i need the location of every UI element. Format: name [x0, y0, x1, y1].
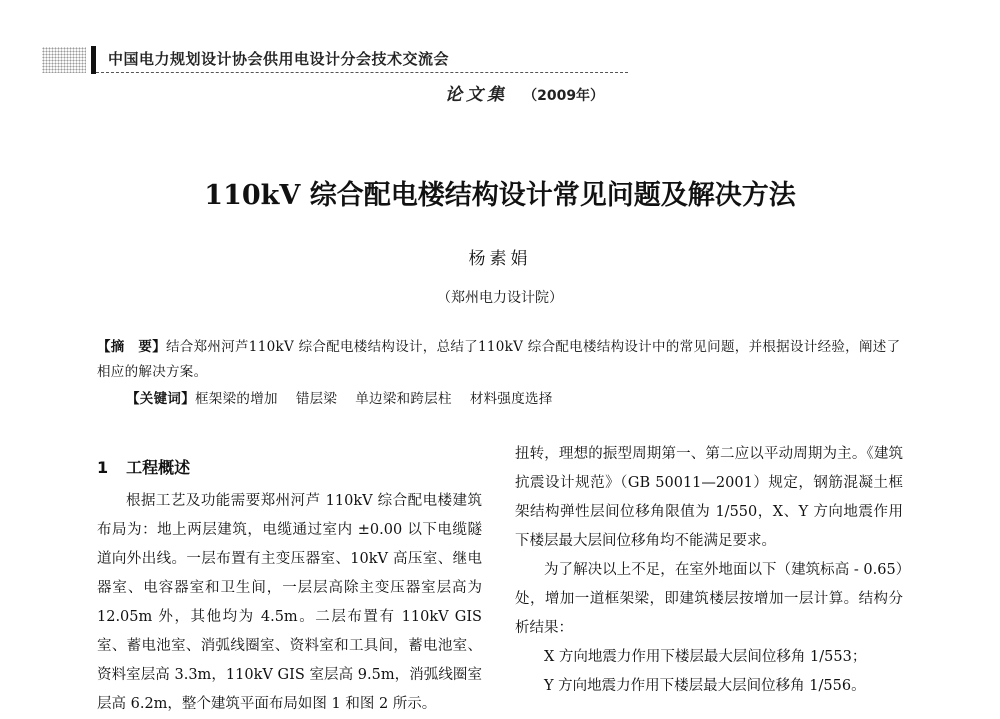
abstract-text: 结合郑州河芦110kV 综合配电楼结构设计，总结了110kV 综合配电楼结构设计中的常见问题，并根据设计经验，阐述了相应的解决方案。 [97, 339, 901, 380]
right-paragraph-4: Y 方向地震力作用下楼层最大层间位移角 1/556。 [544, 678, 866, 694]
section-number: 1 [97, 458, 109, 477]
section-heading [97, 455, 190, 478]
keyword: 材料强度选择 [469, 391, 553, 407]
right-paragraph-1: 扭转，理想的振型周期第一、第二应以平动周期为主。《建筑抗震设计规范》（GB 50011—2001）规定，钢筋混凝土框架结构弹性层间位移角限值为 1/550，X、Y 方向地震作用下楼层最大层间位移角均不能满足要求。 [515, 446, 903, 549]
paper-affiliation: （郑州电力设计院） [437, 290, 563, 306]
keyword: 框架梁的增加 [195, 391, 278, 407]
right-column [515, 440, 903, 701]
header-rule [96, 72, 628, 73]
header-organization: 中国电力规划设计协会供用电设计分会技术交流会 [108, 50, 450, 68]
header-year: （2009年） [523, 88, 605, 104]
header-subtitle [445, 80, 604, 105]
keywords [126, 387, 571, 407]
header-dot-pattern [42, 47, 86, 73]
right-paragraph-2: 为了解决以上不足，在室外地面以下（建筑标高 - 0.65）处，增加一道框架梁，即建筑楼层按增加一层计算。结构分析结果： [515, 562, 903, 636]
section-paragraph: 根据工艺及功能需要郑州河芦 110kV 综合配电楼建筑布局为：地上两层建筑，电缆通过室内 ±0.00 以下电缆隧道向外出线。一层布置有主变压器室、10kV 高压室、继电器室、电容器室和卫生间，一层层高除主变压器室层高为 12.05m 外，其他均为 4.5m。二层布置有 110kV GIS 室、蓄电池室、消弧线圈室、资料室和工具间，蓄电池室、资料室层高 3.3m，110kV GIS 室层高 9.5m，消弧线圈室层高 6.2m，整个建筑平面布局如图 1 和图 2 所示。 [97, 493, 482, 712]
keyword: 错层梁 [295, 391, 338, 407]
abstract [97, 335, 903, 385]
left-column [97, 487, 482, 719]
header-collection: 论文集 [445, 85, 508, 105]
paper-title: 110kV 综合配电楼结构设计常见问题及解决方法 [204, 180, 796, 211]
keyword: 单边梁和跨层柱 [355, 391, 452, 407]
header-bar [91, 46, 96, 74]
right-paragraph-3: X 方向地震力作用下楼层最大层间位移角 1/553； [544, 649, 867, 665]
abstract-label: 【摘 要】 [97, 339, 166, 355]
keywords-label: 【关键词】 [126, 391, 195, 407]
paper-author: 杨素娟 [468, 249, 532, 269]
section-title: 工程概述 [126, 458, 191, 477]
